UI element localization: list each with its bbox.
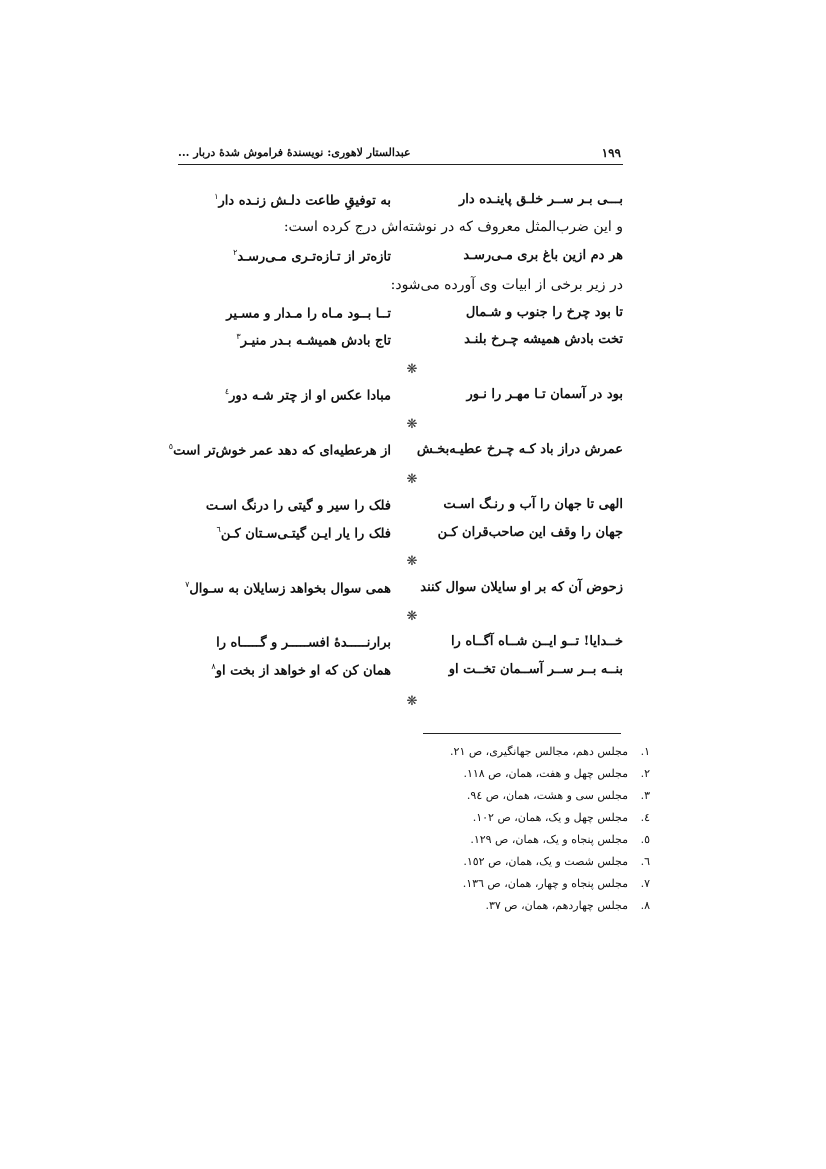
verse-hemistich-1: الهی تا جهان را آب و رنـگ اسـت — [443, 497, 623, 512]
verse-hemistich-1: خــدایا! تــو ایــن شــاه آگــاه را — [450, 634, 623, 649]
prose-line: و این ضرب‌المثل معروف که در نوشته‌اش درج کرده است: — [283, 219, 623, 235]
verse-hemistich-1: هر دم ازین باغ بری مـی‌رسـد — [463, 248, 623, 263]
footnote-marker: ۱ — [214, 192, 219, 201]
verse-line — [214, 192, 623, 216]
verse-hemistich-2: همی سوال بخواهد زسایلان به سـوال$^۷$ — [185, 580, 391, 597]
page-number: ۱۹۹ — [601, 146, 621, 160]
verse-line — [205, 497, 623, 521]
separator-star: ❋ — [406, 472, 418, 487]
footnote-text: مجلس چهاردهم، همان، ص ۳۷. — [485, 899, 628, 912]
footnote-number: ٤. — [640, 811, 650, 824]
footnote-number: ٦. — [640, 855, 650, 868]
verse-line — [223, 305, 623, 329]
running-title: عبدالستار لاهوری: نویسندۀ فراموش شدۀ دربار ... — [178, 146, 411, 159]
verse-hemistich-2: تــا بــود مـاه را مـدار و مسـیر — [226, 306, 391, 322]
footnote-number: ۱. — [640, 745, 650, 758]
verse-hemistich-1: بـــی بـر ســر خلـق پاینـده دار — [458, 192, 623, 207]
footnote-marker: ۳ — [236, 332, 241, 341]
footnote — [470, 833, 650, 846]
footnote-marker: ٦ — [216, 525, 221, 534]
footnote — [485, 899, 650, 912]
footnote-text: مجلس دهم، مجالس جهانگیری، ص ۲۱. — [450, 745, 628, 758]
footnote-number: ۷. — [640, 877, 650, 890]
verse-line — [223, 387, 623, 411]
verse-hemistich-2: فلک را یار ایـن گیتـی‌سـتان کـن$^٦$ — [216, 525, 391, 542]
footnote-marker: ۲ — [233, 248, 238, 257]
footnote-number: ٥. — [640, 833, 650, 846]
footnote-text: مجلس چهل و هفت، همان، ص ۱۱۸. — [463, 767, 628, 780]
footnote-number: ۲. — [640, 767, 650, 780]
footnote-marker: ۷ — [185, 580, 190, 589]
verse-line — [216, 634, 623, 658]
footnote-text: مجلس پنجاه و چهار، همان، ص ۱۳٦. — [462, 877, 628, 890]
separator-star: ❋ — [406, 554, 418, 569]
prose-line: در زیر برخی از ابیات وی آورده می‌شود: — [390, 277, 623, 293]
footnote — [467, 789, 650, 802]
verse-hemistich-1: تخت بادش همیشه چـرخ بلنـد — [464, 332, 623, 347]
verse-hemistich-1: بود در آسمان تـا مهـر را نـور — [466, 387, 623, 402]
verse-hemistich-2: تاج بادش همیشـه بـدر منیـر$^۳$ — [236, 332, 391, 349]
verse-hemistich-1: جهان را وقف این صاحب‌قران کـن — [437, 525, 623, 540]
separator-star: ❋ — [406, 694, 418, 709]
verse-hemistich-1: عمرش دراز باد کـه چـرخ عطیـه‌بخـش — [416, 442, 623, 457]
verse-hemistich-2: تازه‌تر از تـازه‌تـری مـی‌رسـد$^۲$ — [233, 248, 391, 265]
verse-hemistich-2: از هرعطیه‌ای که دهد عمر خوش‌تر است$^٥$ — [168, 442, 391, 459]
separator-star: ❋ — [406, 609, 418, 624]
verse-hemistich-1: بنــه بــر ســر آســمان تخــت او — [448, 662, 623, 677]
verse-line — [211, 662, 623, 686]
footnote — [463, 767, 650, 780]
verse-line — [223, 248, 623, 272]
verse-hemistich-2: به توفیقِ طاعت دلـش زنـده دار$^۱$ — [214, 192, 391, 209]
header-rule — [178, 164, 623, 165]
verse-line — [223, 332, 623, 356]
verse-hemistich-2: همان کن که او خواهد از بخت او$^۸$ — [211, 662, 391, 679]
footnote-text: مجلس شصت و یک، همان، ص ۱٥۲. — [463, 855, 628, 868]
verse-line — [216, 525, 623, 549]
footnote-text: مجلس چهل و یک، همان، ص ۱۰۲. — [472, 811, 628, 824]
footnote — [463, 877, 650, 890]
footnote-number: ۸. — [640, 899, 650, 912]
verse-hemistich-2: برارنـــــدۀ افســـــر و گـــــاه را — [216, 635, 391, 651]
footnote-marker: ٤ — [224, 387, 230, 396]
footnote-marker: ۸ — [211, 662, 216, 671]
verse-hemistich-2: فلک را سیر و گیتی را درنگ اسـت — [205, 498, 391, 514]
verse-line — [168, 442, 623, 466]
footnote — [450, 745, 650, 758]
separator-star: ❋ — [406, 417, 418, 432]
verse-hemistich-1: تا بود چرخ را جنوب و شـمال — [465, 305, 623, 320]
footnote — [463, 855, 650, 868]
footnote-marker: ٥ — [168, 442, 174, 451]
separator-star: ❋ — [406, 362, 418, 377]
verse-hemistich-2: مبادا عکس او از چتر شـه دور$^٤$ — [224, 387, 391, 404]
verse-line — [185, 580, 623, 604]
footnote-rule — [423, 733, 621, 734]
footnote-text: مجلس پنجاه و یک، همان، ص ۱۲۹. — [470, 833, 628, 846]
verse-hemistich-1: زحوض آن که بر او سایلان سوال کنند — [420, 580, 623, 595]
footnote-text: مجلس سی و هشت، همان، ص ۹٤. — [466, 789, 628, 802]
footnote-number: ۳. — [640, 789, 650, 802]
footnote — [473, 811, 650, 824]
page-header — [178, 142, 623, 164]
